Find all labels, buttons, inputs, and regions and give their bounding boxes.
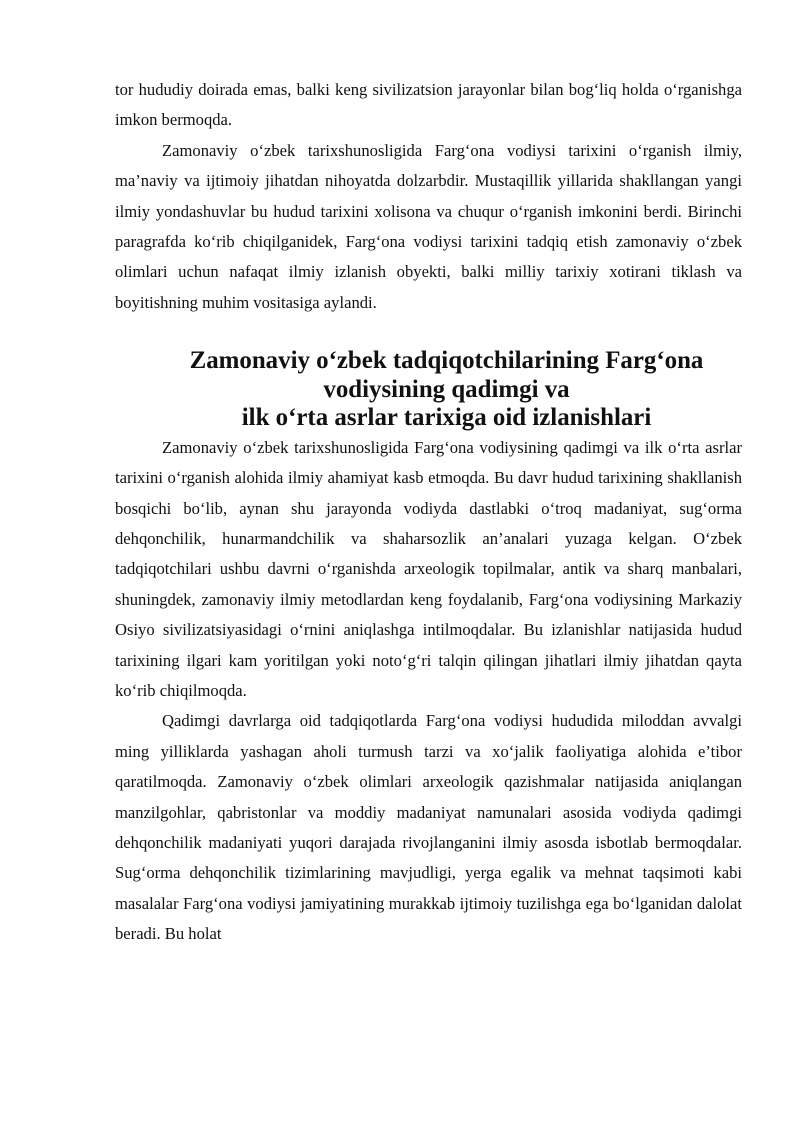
section-spacer xyxy=(115,318,742,347)
section-heading xyxy=(115,347,742,433)
section-heading-line-2: ilk o‘rta asrlar tarixiga oid izlanishlari xyxy=(241,404,652,432)
paragraph-intro: Zamonaviy o‘zbek tarixshunosligida Farg‘ona vodiysi tarixini o‘rganish ilmiy, ma’naviy va ijtimoiy jihatdan nihoyatda dolzarbdir. Mustaqillik yillarida shakllangan yangi ilmiy yondashuvlar bu hudud tarixini xolisona va chuqur o‘rganish imkonini berdi. Birinchi paragrafda ko‘rib chiqilganidek, Farg‘ona vodiysi tarixini tadqiq etish zamonaviy o‘zbek olimlari uchun nafaqat ilmiy izlanish obyekti, balki milliy tarixiy xotirani tiklash va boyitishning muhim vositasiga aylandi. xyxy=(115,140,742,312)
paragraph-ancient-periods: Qadimgi davrlarga oid tadqiqotlarda Farg‘ona vodiysi hududida miloddan avvalgi ming yilliklarda yashagan aholi turmush tarzi va xo‘jalik faoliyatiga alohida e’tibor qaratilmoqda. Zamonaviy o‘zbek olimlari arxeologik qazishmalar natijasida aniqlangan manzilgohlar, qabristonlar va moddiy madaniyat namunalari asosida vodiyda qadimgi dehqonchilik madaniyati yuqori darajada rivojlanganini ilmiy asosda isbotlab bermoqdalar. Sug‘orma dehqonchilik tizimlarining mavjudligi, yerga egalik va mehnat taqsimoti kabi masalalar Farg‘ona vodiysi jamiyatining murakkab ijtimoiy tuzilishga ega bo‘lganidan dalolat beradi. Bu holat xyxy=(115,711,742,944)
paragraph-continuation: tor hududiy doirada emas, balki keng sivilizatsion jarayonlar bilan bog‘liq holda o‘rganishga imkon bermoqda. xyxy=(115,80,742,130)
paragraph-ancient-medieval: Zamonaviy o‘zbek tarixshunosligida Farg‘ona vodiysining qadimgi va ilk o‘rta asrlar tarixini o‘rganish alohida ilmiy ahamiyat kasb etmoqda. Bu davr hudud tarixining shakllanish bosqichi bo‘lib, aynan shu jarayonda vodiyda dastlabki o‘troq madaniyat, sug‘orma dehqonchilik, hunarmandchilik va shaharsozlik an’analari yuzaga kelgan. O‘zbek tadqiqotchilari ushbu davrni o‘rganishda arxeologik topilmalar, antik va sharq manbalari, shuningdek, zamonaviy ilmiy metodlardan keng foydalanib, Farg‘ona vodiysining Markaziy Osiyo sivilizatsiyasidagi o‘rnini aniqlashga intilmoqdalar. Bu izlanishlar natijasida hudud tarixining ilgari kam yoritilgan yoki noto‘g‘ri talqin qilingan jihatlari ilmiy jihatdan qayta ko‘rib chiqilmoqda. xyxy=(115,437,742,700)
document-page xyxy=(115,75,742,950)
section-heading-line-1: Zamonaviy o‘zbek tadqiqotchilarining Farg‘ona vodiysining qadimgi va xyxy=(189,347,704,403)
